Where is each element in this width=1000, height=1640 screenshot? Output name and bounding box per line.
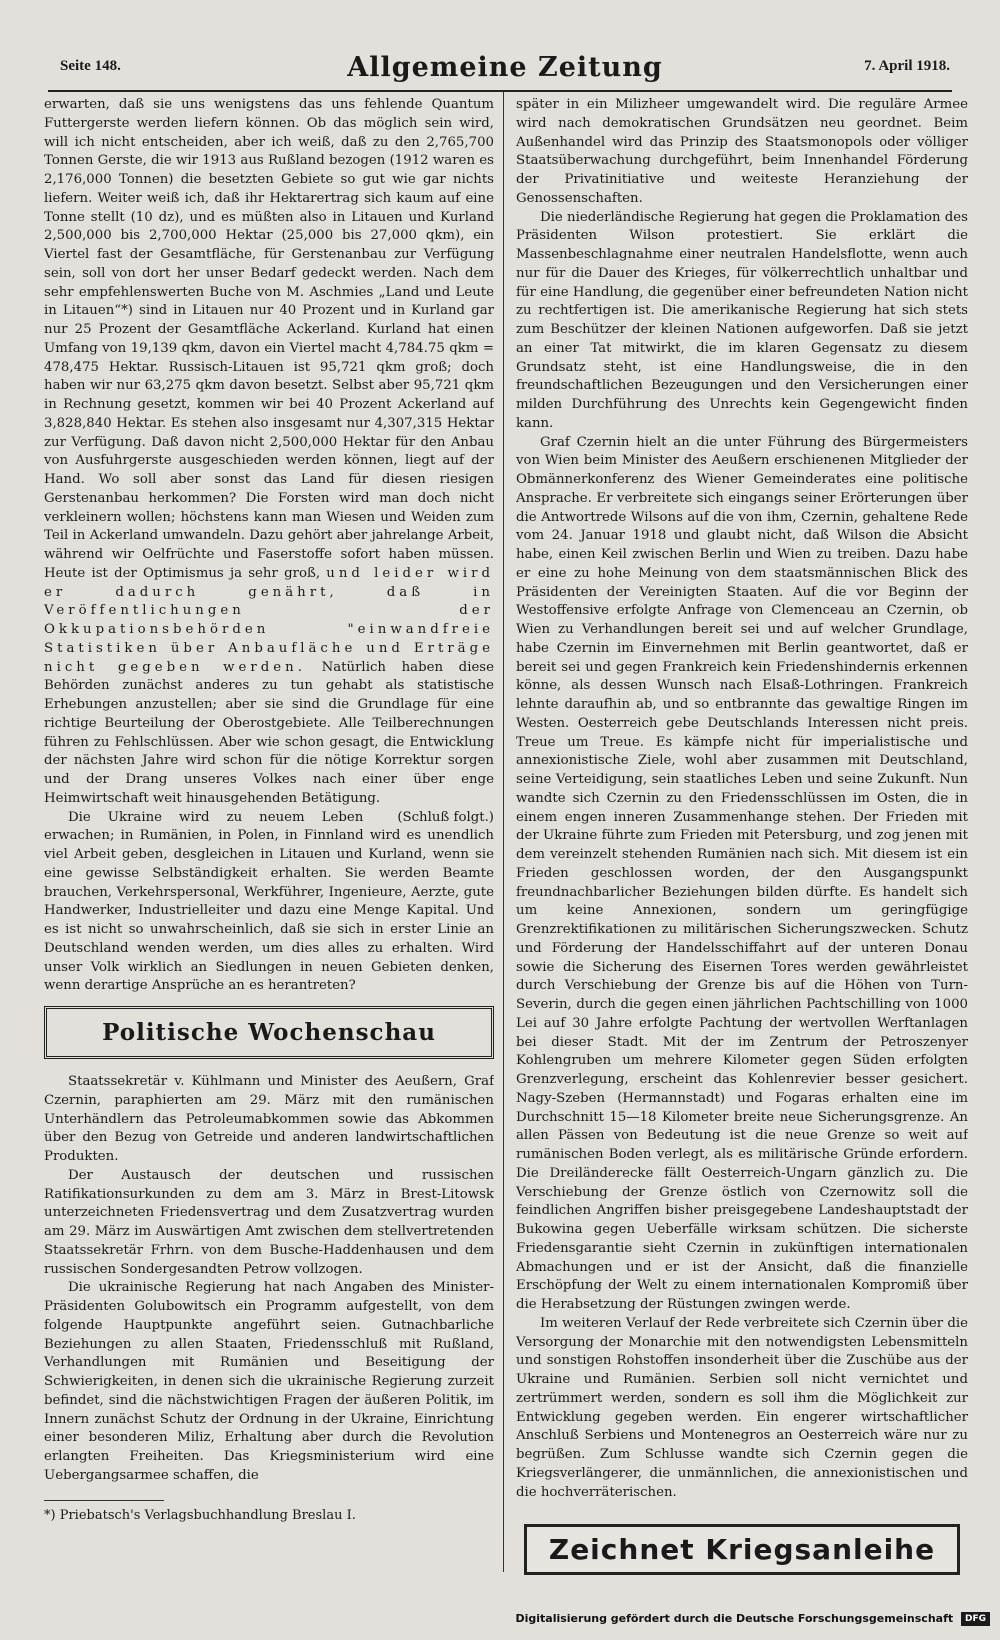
news-paragraph: Graf Czernin hielt an die unter Führung des Bürgermeisters von Wien beim Minister des Aeußern erschienenen Mitglieder der Obmännerkonferenz des Wiener Gemeinderates eine politische Ansprache. Er verbreitete sich eingangs seiner Erörterungen über die Antwortrede Wilsons auf die von ihm, Czernin, gehaltene Rede vom 24. Januar 1918 und glaubt nicht, daß Wilson die Absicht habe, einen Keil zwischen Berlin und Wien zu treiben. Dazu habe er eine zu hohe Meinung von dem staatsmännischen Blick des Präsidenten der Vereinigten Staaten. Auf die vor Beginn der Westoffensive erfolgte Anfrage von Clemenceau an Czernin, ob Wien zu Verhandlungen bereit sei und auf welcher Grundlage, habe Czernin im Einvernehmen mit Berlin geantwortet, daß er bereit sei und gegen Frankreich kein Friedenshindernis erkennen könne, als dessen Wunsch nach Elsaß-Lothringen. Frankreich lehnte daraufhin ab, und so entbrannte das gewaltige Ringen im Westen. Oesterreich gebe Deutschlands Interessen nicht preis. Treue um Treue. Es kämpfe nicht für imperialistische und annexionistische Ziele, wohl aber zusammen mit Deutschland, seine Verteidigung, sein staatliches Leben und seine Zukunft. Nun wandte sich Czernin zu den Friedensschlüssen im Osten, die in einem engen inneren Zusammenhange stehen. Der Frieden mit der Ukraine führte zum Frieden mit Petersburg, und zog jenen mit dem vereinzelt stehenden Rumänien nach sich. Mit diesem ist ein Frieden geschlossen worden, der den Ausgangspunkt freundnachbarlicher Beziehungen bilden dürfte. Es handelt sich um keine Annexionen, sondern um geringfügige Grenzrektifikationen zu militärischen Sicherungszwecken. Schutz und Förderung der Handelsschiffahrt auf der unteren Donau sowie die Sicherung des Eisernen Tores werden gewährleistet durch Verschiebung der Grenze bis auf die Höhen von Turn-Severin, durch die gegen einen jährlichen Pachtschilling von 1000 Lei auf 30 Jahre erfolgte Pachtung der wertvollen Werftanlagen bei dieser Stadt. Mit der im Zentrum der Petroszenyer Kohlengruben um mehrere Kilometer gegen Süden erfolgten Grenzverlegung, erscheint das Kohlenrevier besser gesichert. Nagy-Szeben (Hermannstadt) und Fogaras erhalten eine im Durchschnitt 15—18 Kilometer breite neue Sicherungsgrenze. An allen Pässen von Bedeutung ist die neue Grenze so weit auf rumänischen Boden verlegt, als es militärische Gründe erfordern. Die Dreiländerecke fällt Oesterreich-Ungarn gänzlich zu. Die Verschiebung der Grenze östlich von Czernowitz soll die feindlichen Angriffen bisher preisgegebene Landeshauptstadt der Bukowina gegen Ueberfälle wirksam schützen. Die sicherste Friedensgarantie sieht Czernin in zukünftigen internationalen Abmachungen und er ist der Ansicht, daß die finanzielle Erschöpfung der Welt zu einem internationalen Kompromiß über die Herabsetzung der Rüstungen zwingen werde. (516, 434, 968, 1312)
issue-date: 7. April 1918. (864, 58, 950, 74)
header-rule (48, 90, 952, 92)
newspaper-title: Allgemeine Zeitung (347, 52, 663, 83)
section-title: Politische Wochenschau (102, 1019, 436, 1046)
news-paragraph: Der Austausch der deutschen und russischen Ratifikationsurkunden zu dem am 3. März in Brest-Litowsk unterzeichneten Friedensvertrag und dem Zusatzvertrag wurden am 29. März im Auswärtigen Amt zwischen dem stellvertretenden Staatssekretär Frhrn. von dem Busche-Haddenhausen und dem russischen Sondergesandten Petrow vollzogen. (44, 1167, 494, 1277)
article-spaced-text: und leider wird er dadurch genährt, daß in Veröffentlichungen der Okkupationsbehörden "einwandfreie Statistiken über Anbaufläche und Erträge nicht gegeben werden. (44, 565, 494, 675)
page-number: Seite 148. (60, 58, 121, 74)
news-paragraph: Die niederländische Regierung hat gegen die Proklamation des Präsidenten Wilson protestiert. Sie erklärt die Massenbeschlagnahme einer neutralen Handelsflotte, wenn auch nur für die Dauer des Krieges, für völkerrechtlich unhaltbar und für eine Handlung, die gegenüber einer befreundeten Nation nicht zu rechtfertigen ist. Die amerikanische Regierung hat sich stets zum Beschützer der kleinen Nationen aufgeworfen. Daß sie jetzt an einer Tat mitwirkt, die im klaren Gegensatz zu diesem Grundsatz steht, ist eine Handlungsweise, die in den freundschaftlichen Bezeugungen und den Versicherungen einer milden Durchführung des Unrechts kein Gegengewicht finden kann. (516, 209, 968, 431)
article-text: erwarten, daß sie uns wenigstens das uns fehlende Quantum Futtergerste werden liefern können. Ob das möglich sein wird, will ich nicht entscheiden, aber ich weiß, daß zu den 2,765,700 Tonnen Gerste, die wir 1913 aus Rußland bezogen (1912 waren es 2,176,000 Tonnen) die besetzten Gebiete so gut wie gar nichts liefern. Weiter weiß ich, daß ihr Hektarertrag sich kaum auf eine Tonne stellt (10 dz), und es müßten also in Litauen und Kurland 2,500,000 bis 2,700,000 Hektar (25,000 bis 27,000 qkm), ein Viertel fast der Gesamtfläche, für Gerstenanbau zur Verfügung sein, soll von dort her unser Bedarf gedeckt werden. Nach dem sehr empfehlenswerten Buche von M. Aschmies „Land und Leute in Litauen“*) sind in Litauen nur 40 Prozent und in Kurland gar nur 25 Prozent der Gesamtfläche Ackerland. Kurland hat einen Umfang von 19,139 qkm, davon ein Viertel macht 4,784.75 qkm = 478,475 Hektar. Russisch-Litauen ist 95,721 qkm groß; doch haben wir nur 63,275 qkm davon besetzt. Selbst aber 95,721 qkm in Rechnung gesetzt, kommen wir bei 40 Prozent Ackerland auf 3,828,840 Hektar. Es stehen also insgesamt nur 4,307,315 Hektar zur Verfügung. Daß davon nicht 2,500,000 Hektar für den Anbau von Ausfuhrgerste ausgeschieden werden können, liegt auf der Hand. Wo soll aber sonst das Land für diesen riesigen Gerstenanbau herkommen? Die Forsten wird man doch nicht verkleinern wollen; höchstens kann man Wiesen und Weiden zum Teil in Ackerland umwandeln. Dazu gehört aber jahrelange Arbeit, während wir Oelfrüchte und Faserstoffe sofort haben müssen. Heute ist der Optimismus ja sehr groß, (44, 97, 494, 581)
section-heading-box (44, 1006, 494, 1059)
column-divider (503, 92, 504, 1572)
article-paragraph (44, 809, 494, 997)
news-paragraph: Staatssekretär v. Kühlmann und Minister des Aeußern, Graf Czernin, paraphierten am 29. März mit den rumänischen Unterhändlern das Petroleumabkommen sowie das Abkommen über den Bezug von Getreide und anderen landwirtschaftlichen Produkten. (44, 1074, 494, 1164)
masthead (60, 52, 950, 92)
article-text: Natürlich haben diese Behörden zunächst anderes zu tun gehabt als statistische Erhebungen anzustellen; aber sie sind die Grundlage für eine richtige Beurteilung der Oberostgebiete. Alle Teilberechnungen führen zu Fehlschlüssen. Aber wie schon gesagt, die Entwicklung der nächsten Jahre wird schon für die nötige Korrektur sorgen und der Drang unseres Volkes nach einer über enge Heimwirtschaft weit hinausgehenden Betätigung. (44, 659, 494, 806)
dfg-logo: DFG (961, 1612, 990, 1626)
war-bond-advertisement (524, 1524, 960, 1575)
advertisement-text: Zeichnet Kriegsanleihe (548, 1533, 936, 1567)
footnote: *) Priebatsch's Verlagsbuchhandlung Breslau I. (44, 1507, 356, 1523)
footnote-rule (44, 1500, 164, 1501)
credit-text: Digitalisierung gefördert durch die Deutsche Forschungsgemeinschaft (515, 1612, 954, 1625)
left-column (44, 96, 494, 1576)
article-paragraph (44, 96, 494, 809)
right-column (516, 96, 968, 1576)
continuation-note: (Schluß folgt.) (397, 809, 494, 825)
news-paragraph: Im weiteren Verlauf der Rede verbreitete sich Czernin über die Versorgung der Monarchie mit den notwendigsten Lebensmitteln und sonstigen Rohstoffen insonderheit über die Zuschübe aus der Ukraine und Rumänien. Serbien soll nicht vernichtet und zertrümmert werden, sondern es soll ihm die Möglichkeit zur Entwicklung gegeben werden. Ein engerer wirtschaftlicher Anschluß Serbiens und Montenegros an Oesterreich wäre nur zu begrüßen. Zum Schlusse wandte sich Czernin gegen die Kriegsverlängerer, die unmännlichen, die annexionistischen und die hochverräterischen. (516, 1315, 968, 1500)
news-paragraph: später in ein Milizheer umgewandelt wird. Die reguläre Armee wird nach demokratischen Grundsätzen neu geordnet. Beim Außenhandel wird das Prinzip des Staatsmonopols oder völliger Staatsüberwachung durchgeführt, beim Innenhandel Förderung der Privatinitiative und weiteste Heranziehung der Genossenschaften. (516, 97, 968, 206)
news-paragraph: Die ukrainische Regierung hat nach Angaben des Minister-Präsidenten Golubowitsch ein Programm aufgestellt, von dem folgende Hauptpunkte angeführt seien. Gutnachbarliche Beziehungen zu allen Staaten, Friedensschluß mit Rußland, Verhandlungen mit Rumänien und Beseitigung der Schwierigkeiten, in denen sich die ukrainische Regierung zurzeit befindet, sind die nächstwichtigen Fragen der äußeren Politik, im Innern zunächst Schutz der Ordnung in der Ukraine, Einrichtung einer besonderen Miliz, Erhaltung aber durch die Revolution erlangten Freiheiten. Das Kriegsministerium wird eine Uebergangsarmee schaffen, die (44, 1280, 494, 1483)
digitization-credit (515, 1612, 990, 1626)
article-text: Die Ukraine wird zu neuem Leben erwachen; in Rumänien, in Polen, in Finnland wird es unendlich viel Arbeit geben, desgleichen in Litauen und Kurland, wenn sie eine gewisse Selbständigkeit erhalten. Sie werden Beamte brauchen, Verkehrspersonal, Werkführer, Ingenieure, Aerzte, gute Handwerker, Industrielleiter und dazu eine Menge Kapital. Und es ist nicht so unwahrscheinlich, daß sie sich in erster Linie an Deutschland wenden werden, um dies alles zu erhalten. Wird unser Volk wirklich an Siedlungen in neuen Gebieten denken, wenn derartige Ansprüche an es herantreten? (44, 809, 494, 994)
